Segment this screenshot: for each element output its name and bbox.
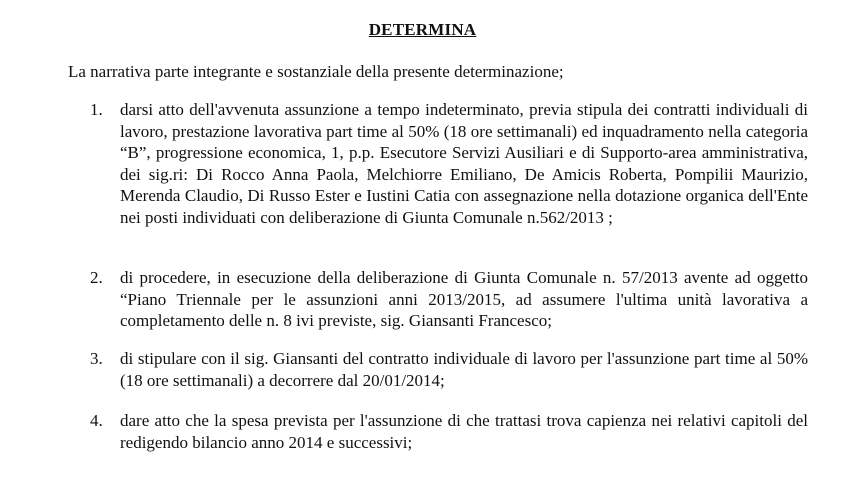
- list-item-number: 1.: [90, 100, 103, 119]
- list-item-number: 3.: [90, 349, 103, 368]
- list-item-text: darsi atto dell'avvenuta assunzione a tempo indeterminato, previa stipula dei contratti individuali di lavoro, prestazione lavorativa part time al 50% (18 ore settimanali) ed inquadramento nella categoria “B”, progressione economica, 1, p.p. Esecutore Servizi Ausiliari e di Supporto-area amministrativa, dei sig.ri: Di Rocco Anna Paola, Melchiorre Emiliano, De Amicis Roberta, Pompilii Maurizio, Merenda Claudio, Di Russo Ester e Iustini Catia con assegnazione nella dotazione organica dell'Ente nei posti individuati con deliberazione di Giunta Comunale n.562/2013 ;: [120, 100, 808, 227]
- intro-paragraph: La narrativa parte integrante e sostanziale della presente determinazione;: [68, 62, 564, 81]
- list-item-text: dare atto che la spesa prevista per l'assunzione di che trattasi trova capienza nei relativi capitoli del redigendo bilancio anno 2014 e successivi;: [120, 411, 808, 452]
- list-item-text: di stipulare con il sig. Giansanti del contratto individuale di lavoro per l'assunzione part time al 50% (18 ore settimanali) a decorrere dal 20/01/2014;: [120, 349, 808, 390]
- list-item: [90, 267, 808, 332]
- document-title: DETERMINA: [368, 20, 477, 39]
- list-item-text: di procedere, in esecuzione della deliberazione di Giunta Comunale n. 57/2013 avente ad oggetto “Piano Triennale per le assunzioni anni 2013/2015, ad assumere l'ultima unità lavorativa a completamento delle n. 8 ivi previste, sig. Giansanti Francesco;: [120, 268, 808, 331]
- list-item: [90, 348, 808, 391]
- list-item-number: 2.: [90, 268, 103, 287]
- list-item: [90, 99, 808, 229]
- list-item-number: 4.: [90, 411, 103, 430]
- list-item: [90, 410, 808, 453]
